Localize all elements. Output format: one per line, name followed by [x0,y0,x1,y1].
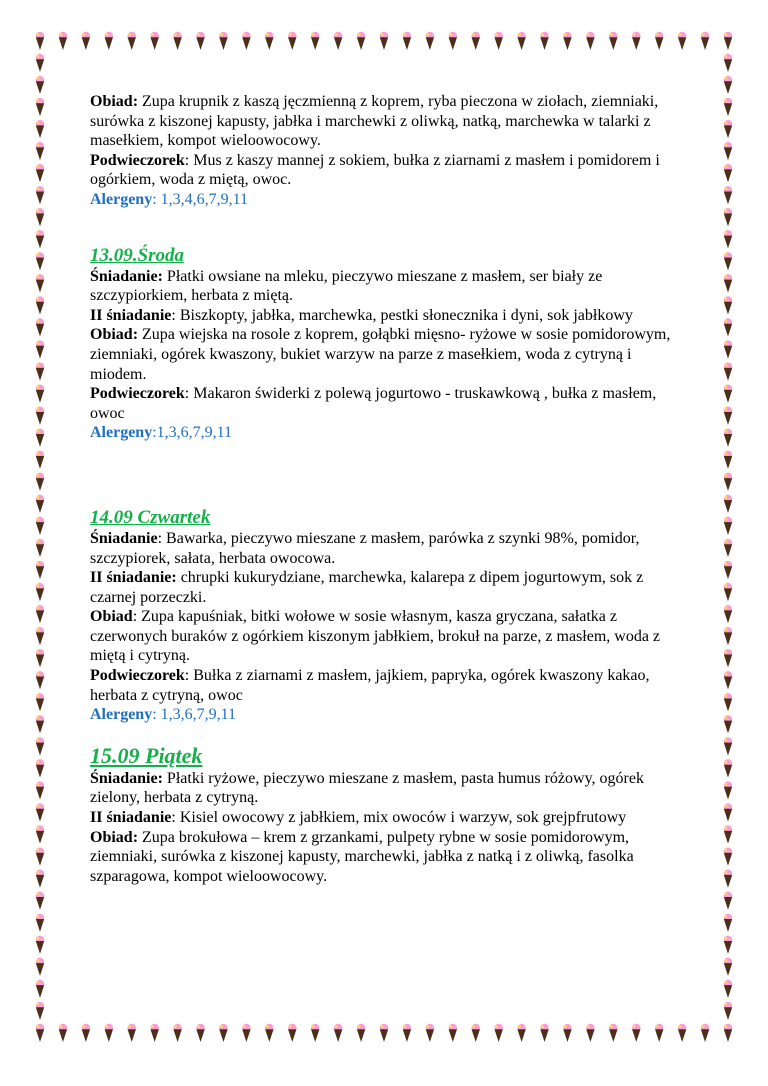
ice-cream-cone-icon [655,32,663,50]
ice-cream-cone-icon [196,1024,204,1042]
breakfast-text: Płatki ryżowe, pieczywo mieszane z masłem, pasta humus różowy, ogórek zielony, herbata z cytryną. [90,769,644,807]
ice-cream-cone-icon [82,32,90,50]
ice-cream-cone-icon [334,1024,342,1042]
ice-cream-cone-icon [724,54,732,72]
ice-cream-cone-icon [36,230,44,248]
ice-cream-cone-icon [36,362,44,380]
ice-cream-cone-icon [288,32,296,50]
lunch-text: Zupa krupnik z kaszą jęczmienną z koprem, ryba pieczona w ziołach, ziemniaki, surówka z kiszonej kapusty, jabłka i marchewki z oliwką, natką, marchewka w talarki z masełkiem, kompot wieloowocowy. [90,93,659,150]
ice-cream-cone-icon [701,1024,709,1042]
ice-cream-cone-icon [472,1024,480,1042]
ice-cream-cone-icon [36,164,44,182]
ice-cream-cone-icon [724,870,732,888]
ice-cream-cone-icon [150,1024,158,1042]
ice-cream-cone-icon [36,605,44,623]
day-title: 14.09 Czwartek [90,506,211,528]
ice-cream-cone-icon [701,32,709,50]
ice-cream-cone-icon [82,1024,90,1042]
breakfast-label: Śniadanie: [90,769,163,787]
allergens-text: : 1,3,6,7,9,11 [152,706,237,724]
ice-cream-cone-icon [36,847,44,865]
ice-cream-cone-icon [36,54,44,72]
ice-cream-cone-icon [494,1024,502,1042]
ice-cream-cone-icon [196,32,204,50]
ice-cream-cone-icon [36,980,44,998]
ice-cream-cone-icon [494,32,502,50]
afternoon-snack-label: Podwieczorek [90,151,185,169]
ice-cream-cone-icon [724,384,732,402]
ice-cream-cone-icon [59,32,67,50]
ice-cream-cone-icon [334,32,342,50]
ice-cream-cone-icon [724,296,732,314]
ice-cream-cone-icon [173,32,181,50]
ice-cream-cone-icon [678,32,686,50]
ice-cream-cone-icon [36,958,44,976]
day-wednesday [90,245,690,443]
ice-cream-cone-icon [724,186,732,204]
ice-cream-cone-icon [36,803,44,821]
ice-cream-cone-icon [563,1024,571,1042]
ice-cream-cone-icon [724,539,732,557]
ice-cream-cone-icon [724,142,732,160]
ice-cream-cone-icon [36,98,44,116]
second-breakfast-text: : Kisiel owocowy z jabłkiem, mix owoców i warzyw, sok grejpfrutowy [171,809,627,827]
ice-cream-cone-icon [288,1024,296,1042]
ice-cream-cone-icon [36,252,44,270]
ice-cream-cone-icon [724,958,732,976]
ice-cream-cone-icon [36,76,44,94]
ice-cream-cone-icon [36,1002,44,1020]
ice-cream-cone-icon [724,649,732,667]
ice-cream-cone-icon [36,318,44,336]
allergens-text: :1,3,6,7,9,11 [152,424,233,442]
ice-cream-cone-icon [724,759,732,777]
ice-cream-cone-icon [36,781,44,799]
allergens-label: Alergeny [90,190,153,208]
second-breakfast-label: II śniadanie: [90,569,177,587]
second-breakfast-label: II śniadanie [90,809,172,827]
allergens-line [90,423,690,443]
ice-cream-cone-icon [36,407,44,425]
ice-cream-cone-icon [36,429,44,447]
ice-cream-cone-icon [36,693,44,711]
ice-cream-cone-icon [724,583,732,601]
ice-cream-cone-icon [724,825,732,843]
ice-cream-cone-icon [36,759,44,777]
ice-cream-cone-icon [36,517,44,535]
ice-cream-cone-icon [724,274,732,292]
ice-cream-cone-icon [724,605,732,623]
day-title: 15.09 Piątek [90,742,203,768]
ice-cream-cone-icon [540,1024,548,1042]
day-title: 13.09.Środa [90,244,184,266]
ice-cream-cone-icon [36,914,44,932]
ice-cream-cone-icon [403,32,411,50]
breakfast-line [90,267,690,306]
ice-cream-cone-icon [36,186,44,204]
ice-cream-cone-icon [357,1024,365,1042]
ice-cream-cone-icon [36,296,44,314]
ice-cream-cone-icon [540,32,548,50]
ice-cream-cone-icon [724,120,732,138]
ice-cream-cone-icon [472,32,480,50]
ice-cream-cone-icon [632,1024,640,1042]
ice-cream-cone-icon [724,715,732,733]
ice-cream-cone-icon [36,561,44,579]
ice-cream-cone-icon [724,340,732,358]
breakfast-text: Płatki owsiane na mleku, pieczywo mieszane z masłem, ser biały ze szczypiorkiem, herbata z miętą. [90,267,603,305]
ice-cream-cone-icon [724,737,732,755]
ice-cream-cone-icon [724,803,732,821]
breakfast-label: Śniadanie [90,529,158,547]
ice-cream-cone-icon [586,1024,594,1042]
ice-cream-cone-icon [724,936,732,954]
day-thursday [90,507,690,725]
ice-cream-cone-icon [724,451,732,469]
lunch-label: Obiad: [90,828,139,846]
allergens-line [90,190,690,210]
ice-cream-cone-icon [724,495,732,513]
ice-cream-cone-icon [150,32,158,50]
ice-cream-cone-icon [128,32,136,50]
ice-cream-cone-icon [632,32,640,50]
ice-cream-cone-icon [724,781,732,799]
ice-cream-cone-icon [724,230,732,248]
ice-cream-cone-icon [724,980,732,998]
ice-cream-cone-icon [517,1024,525,1042]
breakfast-label: Śniadanie: [90,267,163,285]
ice-cream-cone-icon [36,539,44,557]
ice-cream-cone-icon [586,32,594,50]
lunch-line [90,325,690,384]
ice-cream-cone-icon [36,451,44,469]
ice-cream-cone-icon [655,1024,663,1042]
afternoon-snack-line [90,666,690,705]
ice-cream-cone-icon [242,1024,250,1042]
second-breakfast-text: chrupki kukurydziane, marchewka, kalarepa z dipem jogurtowym, sok z czarnej porzeczki. [90,569,644,606]
ice-cream-cone-icon [36,495,44,513]
ice-cream-cone-icon [36,627,44,645]
lunch-label: Obiad: [90,93,139,110]
afternoon-snack-text: : Makaron świderki z polewą jogurtowo - truskawkową , bułka z masłem, owoc [90,385,657,422]
ice-cream-cone-icon [724,517,732,535]
ice-cream-cone-icon [724,208,732,226]
ice-cream-cone-icon [724,1002,732,1020]
ice-cream-cone-icon [724,1024,732,1042]
afternoon-snack-label: Podwieczorek [90,667,185,685]
ice-cream-cone-icon [517,32,525,50]
ice-cream-cone-icon [36,274,44,292]
ice-cream-cone-icon [36,473,44,491]
ice-cream-cone-icon [265,1024,273,1042]
ice-cream-cone-icon [724,847,732,865]
ice-cream-cone-icon [724,429,732,447]
second-breakfast-line [90,306,690,326]
lunch-label: Obiad: [90,326,139,344]
ice-cream-cone-icon [724,407,732,425]
ice-cream-cone-icon [724,671,732,689]
menu-content [90,92,690,886]
ice-cream-cone-icon [59,1024,67,1042]
ice-cream-cone-icon [311,1024,319,1042]
lunch-line [90,828,690,887]
ice-cream-cone-icon [36,384,44,402]
allergens-text: : 1,3,4,6,7,9,11 [152,190,249,208]
ice-cream-cone-icon [219,32,227,50]
breakfast-text: : Bawarka, pieczywo mieszane z masłem, parówka z szynki 98%, pomidor, szczypiorek, sałata, herbata owocowa. [90,529,640,567]
ice-cream-cone-icon [426,1024,434,1042]
ice-cream-cone-icon [36,583,44,601]
lunch-line [90,607,690,666]
ice-cream-cone-icon [724,98,732,116]
ice-cream-cone-icon [724,76,732,94]
second-breakfast-label: II śniadanie [90,306,172,324]
ice-cream-cone-icon [380,1024,388,1042]
ice-cream-cone-icon [36,142,44,160]
ice-cream-cone-icon [724,693,732,711]
ice-cream-cone-icon [380,32,388,50]
ice-cream-cone-icon [36,32,44,50]
day-friday [90,743,690,887]
ice-cream-cone-icon [609,1024,617,1042]
ice-cream-cone-icon [724,318,732,336]
ice-cream-cone-icon [449,1024,457,1042]
afternoon-snack-line [90,151,690,190]
ice-cream-cone-icon [678,1024,686,1042]
ice-cream-cone-icon [219,1024,227,1042]
ice-cream-cone-icon [403,1024,411,1042]
lunch-text: : Zupa kapuśniak, bitki wołowe w sosie własnym, kasza gryczana, sałatka z czerwonych buraków z ogórkiem kiszonym jabłkiem, brokuł na parze, z masłem, woda z miętą i cytryną. [90,608,661,665]
ice-cream-cone-icon [128,1024,136,1042]
ice-cream-cone-icon [724,892,732,910]
lunch-label: Obiad [90,608,133,626]
lunch-line [90,92,690,151]
ice-cream-cone-icon [36,649,44,667]
second-breakfast-line [90,568,690,607]
allergens-label: Alergeny [90,706,153,724]
ice-cream-cone-icon [563,32,571,50]
ice-cream-cone-icon [36,936,44,954]
ice-cream-cone-icon [357,32,365,50]
ice-cream-cone-icon [36,737,44,755]
second-breakfast-text: : Biszkopty, jabłka, marchewka, pestki słonecznika i dyni, sok jabłkowy [171,306,633,324]
ice-cream-cone-icon [265,32,273,50]
ice-cream-cone-icon [105,1024,113,1042]
afternoon-snack-label: Podwieczorek [90,385,185,403]
ice-cream-cone-icon [105,32,113,50]
ice-cream-cone-icon [724,561,732,579]
ice-cream-cone-icon [724,252,732,270]
lunch-text: Zupa wiejska na rosole z koprem, gołąbki mięsno- ryżowe w sosie pomidorowym, ziemniaki, ogórek kwaszony, bukiet warzyw na parze z masełkiem, woda z cytryną i miodem. [90,326,671,383]
afternoon-snack-text: : Mus z kaszy mannej z sokiem, bułka z ziarnami z masłem i pomidorem i ogórkiem, woda z miętą, owoc. [90,151,660,189]
breakfast-line [90,769,690,808]
ice-cream-cone-icon [724,914,732,932]
lunch-text: Zupa brokułowa – krem z grzankami, pulpety rybne w sosie pomidorowym, ziemniaki, surówka z kiszonej kapusty, marchewki, jabłka z natką i z oliwką, fasolka szparagowa, kompot wieloowocowy. [90,828,634,885]
ice-cream-cone-icon [36,340,44,358]
afternoon-snack-line [90,384,690,423]
ice-cream-cone-icon [242,32,250,50]
ice-cream-cone-icon [36,870,44,888]
allergens-label: Alergeny [90,424,153,442]
ice-cream-cone-icon [449,32,457,50]
ice-cream-cone-icon [173,1024,181,1042]
ice-cream-cone-icon [724,627,732,645]
allergens-line [90,705,690,725]
ice-cream-cone-icon [36,892,44,910]
ice-cream-cone-icon [36,208,44,226]
second-breakfast-line [90,808,690,828]
ice-cream-cone-icon [311,32,319,50]
ice-cream-cone-icon [36,715,44,733]
breakfast-line [90,529,690,568]
ice-cream-cone-icon [36,671,44,689]
ice-cream-cone-icon [36,825,44,843]
ice-cream-cone-icon [426,32,434,50]
ice-cream-cone-icon [609,32,617,50]
continued-menu-block [90,92,690,210]
ice-cream-cone-icon [36,1024,44,1042]
ice-cream-cone-icon [724,362,732,380]
afternoon-snack-text: : Bułka z ziarnami z masłem, jajkiem, papryka, ogórek kwaszony kakao, herbata z cytryną, owoc [90,667,650,704]
ice-cream-cone-icon [724,473,732,491]
ice-cream-cone-icon [724,164,732,182]
ice-cream-cone-icon [724,32,732,50]
ice-cream-cone-icon [36,120,44,138]
